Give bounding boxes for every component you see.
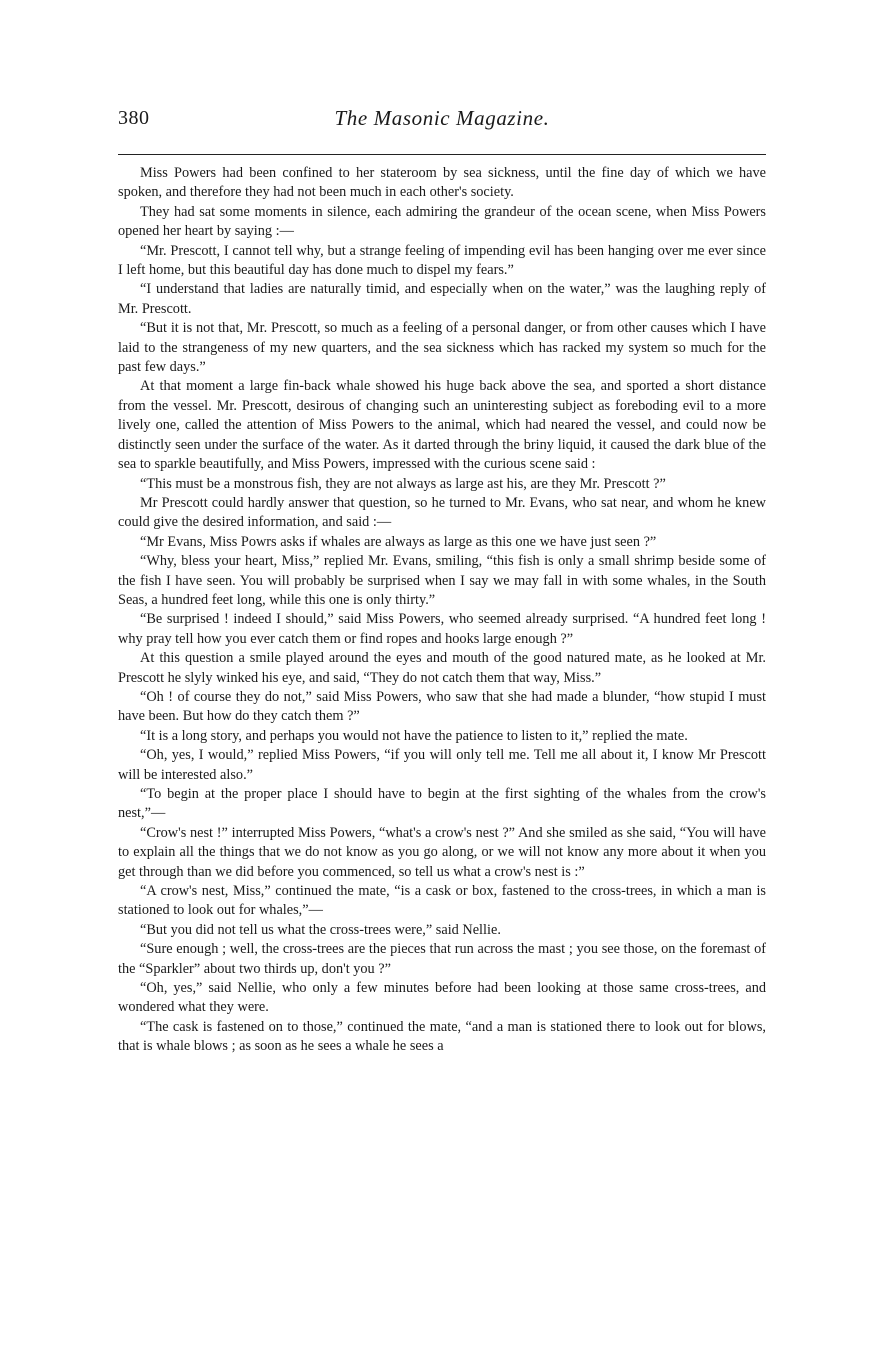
paragraph: “A crow's nest, Miss,” continued the mate, “is a cask or box, fastened to the cross-trees, in which a man is stationed to look out for whales,”— — [118, 883, 766, 919]
page-number: 380 — [118, 107, 150, 129]
paragraph: “But it is not that, Mr. Prescott, so much as a feeling of a personal danger, or from other causes which I have laid to the strangeness of my new quarters, and the sea sickness which has racked my system so much for the past few days.” — [118, 320, 766, 376]
paragraph: “Mr Evans, Miss Powrs asks if whales are always as large as this one we have just seen ?” — [140, 533, 657, 550]
paragraph: “Be surprised ! indeed I should,” said Miss Powers, who seemed already surprised. “A hundred feet long ! why pray tell how you ever catch them or find ropes and hooks large enough ?” — [118, 611, 766, 647]
paragraph: They had sat some moments in silence, each admiring the grandeur of the ocean scene, when Miss Powers opened her heart by saying :— — [118, 203, 766, 240]
paragraph: “Mr. Prescott, I cannot tell why, but a strange feeling of impending evil has been hanging over me ever since I left home, but this beautiful day has done much to dispel my fears.” — [118, 242, 766, 279]
paragraph: Mr Prescott could hardly answer that question, so he turned to Mr. Evans, who sat near, and whom he knew could give the desired information, and said :— — [118, 494, 766, 531]
paragraph: “It is a long story, and perhaps you would not have the patience to listen to it,” replied the mate. — [140, 727, 688, 744]
paragraph: “I understand that ladies are naturally timid, and especially when on the water,” was the laughing reply of Mr. Prescott. — [118, 281, 766, 317]
paragraph: “Oh ! of course they do not,” said Miss Powers, who saw that she had made a blunder, “how stupid I must have been. But how do they catch them ?” — [118, 688, 766, 725]
page-header — [118, 104, 766, 136]
paragraph: “To begin at the proper place I should have to begin at the first sighting of the whales from the crow's nest,”— — [118, 786, 766, 822]
header-rule — [118, 154, 766, 155]
paragraph: “Sure enough ; well, the cross-trees are the pieces that run across the mast ; you see those, on the foremast of the “Sparkler” about two thirds up, don't you ?” — [118, 941, 766, 977]
paragraph: Miss Powers had been confined to her stateroom by sea sickness, until the fine day of which we have spoken, and therefore they had not been much in each other's society. — [118, 165, 766, 201]
paragraph: “Oh, yes, I would,” replied Miss Powers, “if you will only tell me. Tell me all about it, I know Mr Prescott will be interested also.” — [118, 747, 766, 783]
paragraph: “Oh, yes,” said Nellie, who only a few minutes before had been looking at those same cross-trees, and wondered what they were. — [118, 980, 766, 1016]
paragraph: At that moment a large fin-back whale showed his huge back above the sea, and sported a short distance from the vessel. Mr. Prescott, desirous of changing such an uninteresting subject as foreboding evil to a more lively one, called the attention of Miss Powers to the animal, which had neared the vessel, and could now be distinctly seen under the surface of the water. As it darted through the briny liquid, it caused the dark blue of the sea to sparkle beautifully, and Miss Powers, impressed with the curious scene said : — [118, 378, 766, 473]
paragraph: “The cask is fastened on to those,” continued the mate, “and a man is stationed there to look out for blows, that is whale blows ; as soon as he sees a whale he sees a — [118, 1018, 766, 1055]
paragraph: “This must be a monstrous fish, they are not always as large ast his, are they Mr. Prescott ?” — [140, 475, 666, 492]
article-body — [118, 164, 766, 1057]
running-title: The Masonic Magazine. — [334, 106, 550, 130]
paragraph: “Crow's nest !” interrupted Miss Powers, “what's a crow's nest ?” And she smiled as she said, “You will have to explain all the things that we do not know as you go along, or we will not know any more about it when you get through than we did before you commenced, so tell us what a crow's nest is :” — [118, 824, 766, 880]
paragraph: At this question a smile played around the eyes and mouth of the good natured mate, as he looked at Mr. Prescott he slyly winked his eye, and said, “They do not catch them that way, Miss.” — [118, 650, 766, 686]
paragraph: “But you did not tell us what the cross-trees were,” said Nellie. — [140, 921, 501, 938]
paragraph: “Why, bless your heart, Miss,” replied Mr. Evans, smiling, “this fish is only a small shrimp beside some of the fish I have seen. You will probably be surprised when I say we may fall in with some whales, in the South Seas, a hundred feet long, while this one is only thirty.” — [118, 553, 766, 608]
